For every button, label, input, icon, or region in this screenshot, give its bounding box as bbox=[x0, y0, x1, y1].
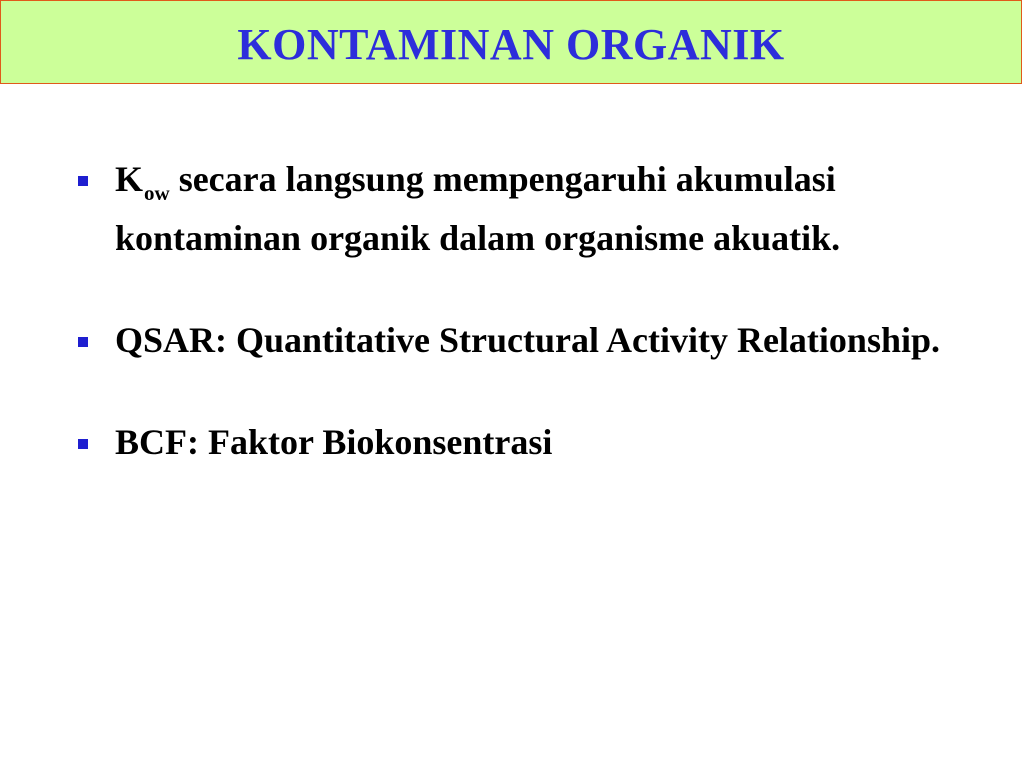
title-banner bbox=[0, 0, 1022, 84]
slide-title: KONTAMINAN ORGANIK bbox=[237, 19, 785, 69]
bullet-text: QSAR: Quantitative Structural Activity Relationship. bbox=[115, 320, 940, 360]
kow-symbol: K bbox=[115, 159, 144, 199]
kow-subscript: ow bbox=[144, 181, 170, 205]
square-bullet-icon bbox=[78, 176, 88, 186]
square-bullet-icon bbox=[78, 337, 88, 347]
bullet-text: secara langsung mempengaruhi akumulasi kontaminan organik dalam organisme akuatik. bbox=[115, 159, 841, 258]
bullet-item-kow bbox=[78, 152, 958, 265]
bullet-list bbox=[78, 152, 958, 469]
bullet-item-bcf bbox=[78, 415, 958, 469]
bullet-text: BCF: Faktor Biokonsentrasi bbox=[115, 422, 553, 462]
bullet-item-qsar bbox=[78, 313, 958, 367]
square-bullet-icon bbox=[78, 439, 88, 449]
